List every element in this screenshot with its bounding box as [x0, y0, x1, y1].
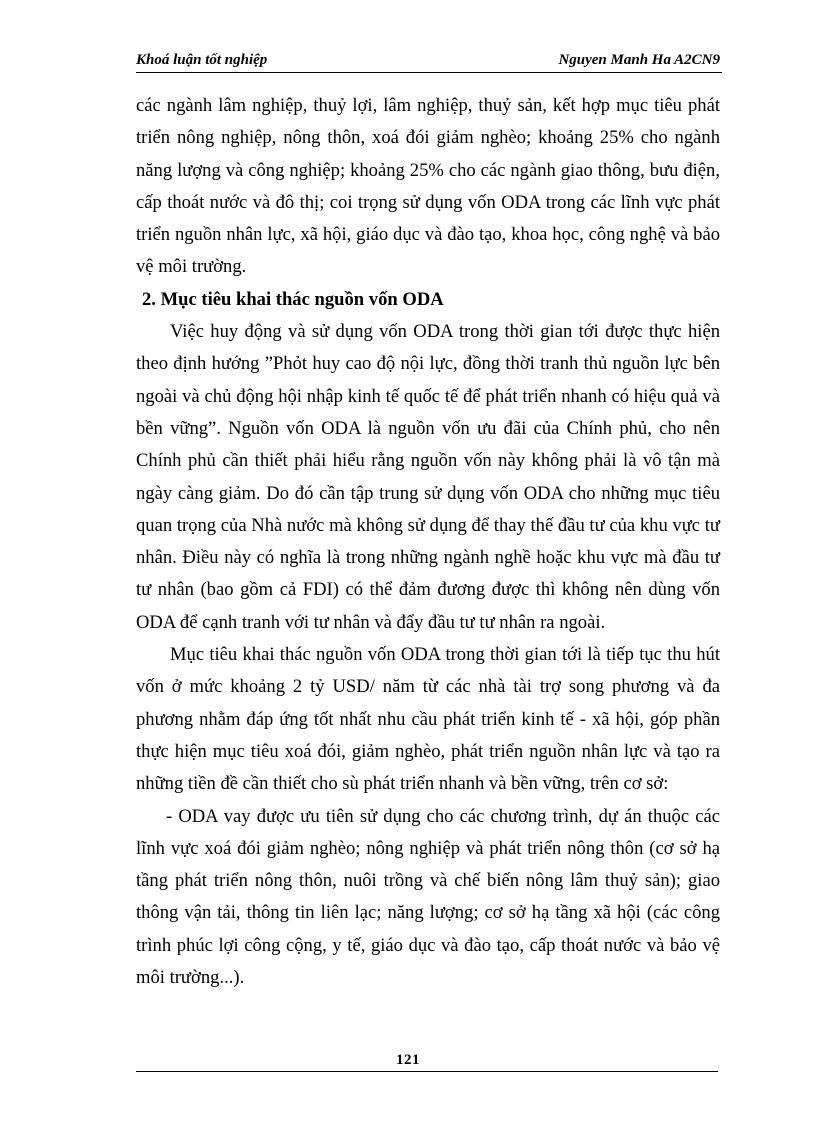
bullet-paragraph: - ODA vay được ưu tiên sử dụng cho các chương trình, dự án thuộc các lĩnh vực xoá đói giảm nghèo; nông nghiệp và phát triển nông thôn (cơ sở hạ tầng phát triển nông thôn, nuôi trồng và chế biến nông lâm thuỷ sản); giao thông vận tải, thông tin liên lạc; năng lượng; cơ sở hạ tầng xã hội (các công trình phúc lợi công cộng, y tế, giáo dục và đào tạo, cấp thoát nước và bảo vệ môi trường...).	[136, 805, 720, 989]
footer-divider	[136, 1071, 718, 1072]
body-paragraph: Mục tiêu khai thác nguồn vốn ODA trong thời gian tới là tiếp tục thu hút vốn ở mức khoảng 2 tỷ USD/ năm từ các nhà tài trợ song phương và đa phương nhằm đáp ứng tốt nhất nhu cầu phát triển kinh tế - xã hội, góp phần thực hiện mục tiêu xoá đói, giảm nghèo, phát triển nguồn nhân lực và tạo ra những tiền đề cần thiết cho sù phát triển nhanh và bền vững, trên cơ sở:	[136, 644, 720, 795]
header-title: Khoá luận tốt nghiệp	[136, 52, 268, 68]
body-paragraph: Việc huy động và sử dụng vốn ODA trong thời gian tới được thực hiện theo định hướng ”Phỏt huy cao độ nội lực, đồng thời tranh thủ nguồn lực bên ngoài và chủ động hội nhập kinh tế quốc tế để phát triển nhanh có hiệu quả và bền vững”. Nguồn vốn ODA là nguồn vốn ưu đãi của Chính phủ, cho nên Chính phủ cần thiết phải hiểu rằng nguồn vốn này không phải là vô tận mà ngày càng giảm. Do đó cần tập trung sử dụng vốn ODA cho những mục tiêu quan trọng của Nhà nước mà không sử dụng để thay thế đầu tư của khu vực tư nhân. Điều này có nghĩa là trong những ngành nghề hoặc khu vực mà đầu tư tư nhân (bao gồm cả FDI) có thể đảm đương được thì không nên dùng vốn ODA để cạnh tranh với tư nhân và đẩy đầu tư tư nhân ra ngoài.	[136, 321, 720, 633]
page-header	[136, 50, 722, 73]
header-author: Nguyen Manh Ha A2CN9	[558, 52, 720, 68]
section-heading: 2. Mục tiêu khai thác nguồn vốn ODA	[142, 288, 444, 310]
document-body	[136, 90, 720, 994]
page-number: 121	[396, 1052, 420, 1068]
body-paragraph: các ngành lâm nghiệp, thuỷ lợi, lâm nghiệp, thuỷ sản, kết hợp mục tiêu phát triển nông nghiệp, nông thôn, xoá đói giảm nghèo; khoảng 25% cho ngành năng lượng và công nghiệp; khoảng 25% cho các ngành giao thông, bưu điện, cấp thoát nước và đô thị; coi trọng sử dụng vốn ODA trong các lĩnh vực phát triển nguồn nhân lực, xã hội, giáo dục và đào tạo, khoa học, công nghệ và bảo vệ môi trường.	[136, 95, 720, 278]
